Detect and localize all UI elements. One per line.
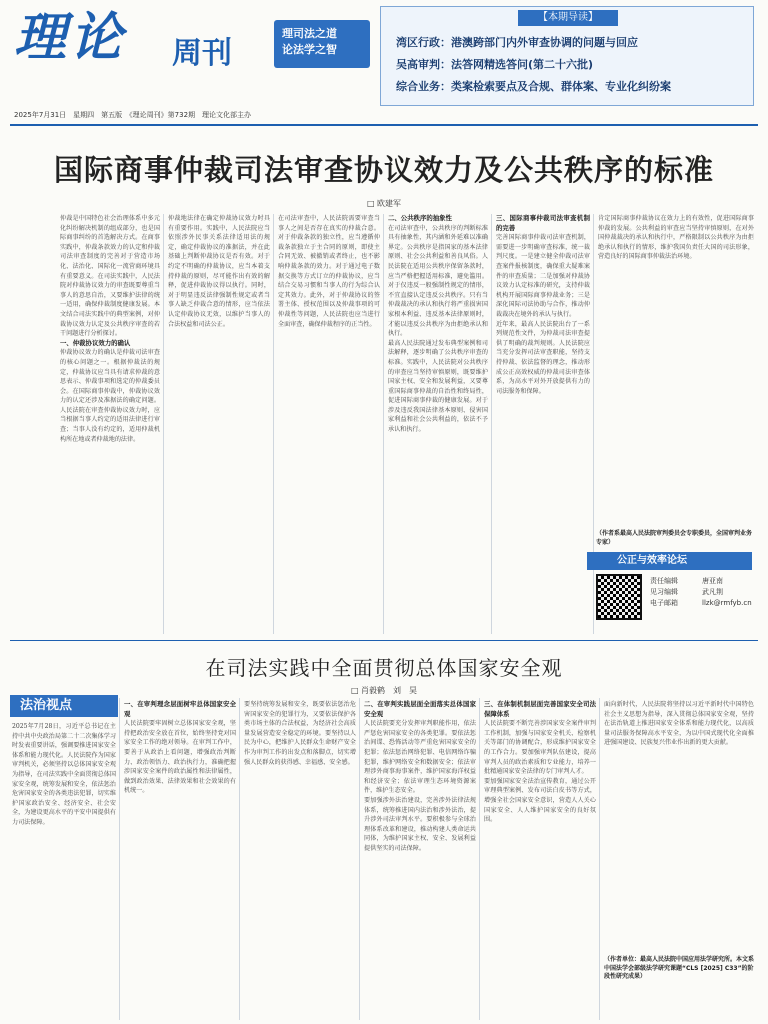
article-1-section-3-heading: 三、国际商事仲裁司法审查机制的完善 bbox=[496, 214, 590, 232]
column-divider bbox=[239, 698, 240, 1020]
editor-name: 唐亚南 bbox=[702, 577, 723, 585]
column-divider bbox=[599, 698, 600, 1020]
column-divider bbox=[479, 698, 480, 1020]
proof-editor-label: 见习编辑 bbox=[650, 588, 678, 596]
article-1-column-5 bbox=[496, 214, 590, 634]
article-2-column-5 bbox=[484, 700, 596, 1020]
article-2-column-2 bbox=[124, 700, 236, 1020]
article-1-paragraph-4: 在司法审查中，公共秩序的判断标准具有抽象性，其内涵和外延难以准确界定。公共秩序是指国家的基本法律原则、社会公共利益和善良风俗。人民法院在适用公共秩序保留条款时，应当严格把握适用标准，避免滥用。对于仅违反一般强制性规定的情形，不宜直接认定违反公共秩序。只有当仲裁裁决的承认和执行将严重损害国家根本利益、违反基本法律原则时，才能以违反公共秩序为由拒绝承认和执行。 bbox=[388, 224, 488, 338]
editor-label: 责任编辑 bbox=[650, 577, 678, 585]
slogan-line-2: 论法学之智 bbox=[282, 43, 337, 56]
article-2-column-3: 要坚持统筹发展和安全，既要依法惩治危害国家安全的犯罪行为，又要依法保护各类市场主体的合法权益，为经济社会高质量发展营造安全稳定的环境。要坚持以人民为中心，把维护人民群众生命财产安全作为审判工作的出发点和落脚点，切实增强人民群众的获得感、幸福感、安全感。 bbox=[244, 701, 356, 766]
column-divider bbox=[163, 214, 164, 634]
article-1-section-1-heading: 一、仲裁协议效力的确认 bbox=[60, 338, 131, 347]
article-1-paragraph-2: 仲裁协议效力的确认是仲裁司法审查的核心问题之一。根据仲裁法的规定，仲裁协议应当具有请求仲裁的意思表示、仲裁事项和选定的仲裁委员会。在国际商事仲裁中，仲裁协议效力的认定还涉及准据法的确定问题。人民法院在审查仲裁协议效力时，应当根据当事人约定的适用法律进行审查；当事人没有约定的，适用仲裁机构所在地或者仲裁地的法律。 bbox=[60, 349, 160, 443]
article-2-paragraph-5: 要加强涉外法治建设，完善涉外法律法规体系，统筹推进国内法治和涉外法治，提升涉外司法审判水平。要积极参与全球治理体系改革和建设，推动构建人类命运共同体，为维护国家主权、安全、发展利益提供坚实的司法保障。 bbox=[364, 796, 476, 852]
editor-email[interactable]: llzk@rmfyb.cn bbox=[702, 599, 752, 607]
proof-editor-name: 武凡荆 bbox=[702, 588, 723, 596]
forum-label: 公正与效率论坛 bbox=[587, 552, 752, 570]
article-1-paragraph-6: 完善国际商事仲裁司法审查机制，需要进一步明确审查标准，统一裁判尺度。一是建立健全仲裁司法审查案件报核制度，确保重大疑难案件的审查质量；二是加强对仲裁协议效力认定标准的研究，支持仲裁机构开展国际商事仲裁业务；三是深化国际司法协助与合作，推动仲裁裁决在境外的承认与执行。 bbox=[496, 234, 590, 318]
article-1-paragraph-1: 仲裁是中国特色社会治理体系中多元化纠纷解决机制的组成部分，也是国际商事纠纷的首选解决方式。在商事实践中，仲裁条款效力的认定和仲裁司法审查制度的完善对于营造市场化、法治化、国际化一流营商环境具有重要意义。在司法实践中，人民法院对仲裁协议效力的审查既要尊重当事人的意思自治，又要维护法律的统一适用，确保仲裁制度健康发展。本文结合司法实践中的典型案例，对仲裁协议效力认定及公共秩序审查的若干问题进行分析探讨。 bbox=[60, 215, 160, 338]
article-2-paragraph-4: 人民法院要充分发挥审判职能作用，依法严惩危害国家安全的各类犯罪。要依法惩治间谍、恐怖活动等严重危害国家安全的犯罪；依法惩治网络犯罪、电信网络诈骗犯罪，维护网络安全和数据安全；依法审理涉外商事海事案件，维护国家海洋权益和经济安全；依法审理生态环境资源案件，维护生态安全。 bbox=[364, 720, 476, 795]
article-1-column-4 bbox=[388, 214, 488, 634]
article-1-column-1 bbox=[60, 214, 160, 634]
article-2-column-1: 2025年7月28日，习近平总书记在主持中共中央政治局第二十二次集体学习时发表重要讲话，强调要推进国家安全体系和能力现代化。人民法院作为国家审判机关，必须坚持以总体国家安全观为指导，在司法实践中全面贯彻总体国家安全观，统筹发展和安全，依法惩治危害国家安全的各类违法犯罪，切实维护国家政治安全、经济安全、社会安全，为建设更高水平的平安中国提供有力司法保障。 bbox=[12, 723, 116, 826]
article-1-column-6: 肯定国际商事仲裁协议在效力上的有效性，促进国际商事仲裁的发展。公共利益的审查应当坚持审慎原则，在对外国仲裁裁决的承认和执行中，严格限制以公共秩序为由拒绝承认和执行的情形，维护我国负责任大国的司法形象，营造良好的国际商事仲裁法治环境。 bbox=[598, 215, 754, 261]
article-2-column-6: 面向新时代，人民法院将坚持以习近平新时代中国特色社会主义思想为指导，深入贯彻总体国家安全观，坚持在法治轨道上推进国家安全体系和能力现代化，以高质量司法服务保障高水平安全，为以中国式现代化全面推进强国建设、民族复兴伟业作出新的更大贡献。 bbox=[604, 701, 754, 747]
qr-code-icon[interactable] bbox=[596, 574, 642, 620]
section-divider bbox=[10, 640, 758, 641]
masthead-title: 理论 bbox=[14, 7, 127, 68]
article-1-title[interactable]: 国际商事仲裁司法审查协议效力及公共秩序的标准 bbox=[53, 153, 714, 187]
article-1-paragraph-5: 最高人民法院通过发布典型案例和司法解释，逐步明确了公共秩序审查的标准。实践中，人民法院对公共秩序的审查应当坚持审慎原则，既要维护国家主权、安全和发展利益，又要尊重国际商事仲裁的自治性和终局性，促进国际商事仲裁的健康发展。对于涉及违反我国法律基本原则、侵害国家利益和社会公共利益的，依法不予承认和执行。 bbox=[388, 339, 488, 434]
article-2-section-2-heading: 二、在审判实践层面全面落实总体国家安全观 bbox=[364, 700, 476, 718]
column-divider bbox=[593, 214, 594, 634]
article-2-byline: □ 肖毅鹤 刘 昊 bbox=[350, 686, 418, 695]
guide-item-3[interactable]: 综合业务：类案检索要点及合规、群体案、专业化纠纷案 bbox=[396, 80, 671, 93]
article-1-section-2-heading: 二、公共秩序的抽象性 bbox=[388, 214, 452, 222]
article-2-author-note: （作者单位：最高人民法院中国应用法学研究所。本文系中国法学会部级法学研究课题“CLS [2025] C33”的阶段性研究成果） bbox=[604, 956, 755, 980]
masthead-divider bbox=[10, 124, 758, 126]
article-2-column-4 bbox=[364, 700, 476, 1020]
email-label: 电子邮箱 bbox=[650, 599, 678, 607]
article-1-paragraph-7: 近年来，最高人民法院出台了一系列规范性文件，为仲裁司法审查提供了明确的裁判规则。人民法院应当充分发挥司法审查职能，坚持支持仲裁、依法监督的理念，推动形成公正高效权威的仲裁司法审查体系，为高水平对外开放提供有力的司法服务和保障。 bbox=[496, 320, 590, 395]
column-tag: 法治视点 bbox=[10, 695, 118, 717]
article-2-section-1-heading: 一、在审判理念层面树牢总体国家安全观 bbox=[124, 700, 236, 718]
article-2-title[interactable]: 在司法实践中全面贯彻总体国家安全观 bbox=[205, 656, 563, 680]
article-2-paragraph-7: 要加强国家安全法治宣传教育，通过公开审理典型案例、发布司法白皮书等方式，增强全社会国家安全意识，营造人人关心国家安全、人人维护国家安全的良好氛围。 bbox=[484, 777, 596, 824]
article-2-section-3-heading: 三、在体制机制层面完善国家安全司法保障体系 bbox=[484, 700, 596, 718]
article-1-author-note: （作者系最高人民法院审判委员会专职委员，全国审判业务专家） bbox=[596, 530, 753, 546]
reading-guide-header: 【本期导读】 bbox=[518, 10, 618, 26]
masthead-slogan bbox=[274, 20, 370, 68]
column-divider bbox=[359, 698, 360, 1020]
article-1-column-2: 仲裁地法律在确定仲裁协议效力时具有重要作用。实践中，人民法院应当依照涉外民事关系法律适用法的规定，确定仲裁协议的准据法，并在此基础上判断仲裁协议是否有效。对于约定不明确的仲裁协议，应当本着支持仲裁的原则，尽可能作出有效的解释，促进仲裁协议得以执行。同时，对于明显违反法律强制性规定或者当事人缺乏仲裁合意的情形，应当依法认定仲裁协议无效，以维护当事人的合法权益和司法公正。 bbox=[168, 215, 270, 328]
column-divider bbox=[119, 698, 120, 1020]
article-2-paragraph-6: 人民法院要不断完善涉国家安全案件审判工作机制，加强与国家安全机关、检察机关等部门的协调配合，形成维护国家安全的工作合力。要加强审判队伍建设，提高审判人员的政治素质和专业能力，培养一批精通国家安全法律的专门审判人才。 bbox=[484, 720, 596, 776]
guide-item-1[interactable]: 湾区行政：港澳跨部门内外审查协调的问题与回应 bbox=[396, 36, 638, 49]
article-1-byline: □ 欧建军 bbox=[366, 199, 402, 208]
editor-info bbox=[650, 576, 752, 609]
slogan-line-1: 理司法之道 bbox=[282, 27, 337, 40]
masthead-subtitle: 周刊 bbox=[172, 36, 232, 71]
column-divider bbox=[383, 214, 384, 634]
issue-info: 2025年7月31日 星期四 第五版 《理论周刊》第732期 理论文化部主办 bbox=[14, 111, 252, 119]
column-divider bbox=[273, 214, 274, 634]
article-2-paragraph-2: 人民法院要牢固树立总体国家安全观，坚持把政治安全放在首位，始终坚持党对国家安全工作的绝对领导。在审判工作中，要善于从政治上看问题，增强政治判断力、政治领悟力、政治执行力，准确把握涉国家安全案件的政治属性和法律属性，做到政治效果、法律效果和社会效果的有机统一。 bbox=[124, 720, 236, 795]
article-1-column-3: 在司法审查中，人民法院需要审查当事人之间是否存在真实的仲裁合意。对于仲裁条款的独立性，应当遵循仲裁条款独立于主合同的原则，即使主合同无效、被撤销或者终止，也不影响仲裁条款的效力。对于通过电子数据交换等方式订立的仲裁协议，应当结合交易习惯和当事人的行为综合认定其效力。此外，对于仲裁协议的签署主体、授权范围以及仲裁事项的可仲裁性等问题，人民法院也应当进行全面审查，确保仲裁程序的正当性。 bbox=[278, 215, 380, 328]
column-divider bbox=[491, 214, 492, 634]
guide-item-2[interactable]: 吴高审判：法答网精选答问(第二十六批) bbox=[396, 58, 594, 71]
